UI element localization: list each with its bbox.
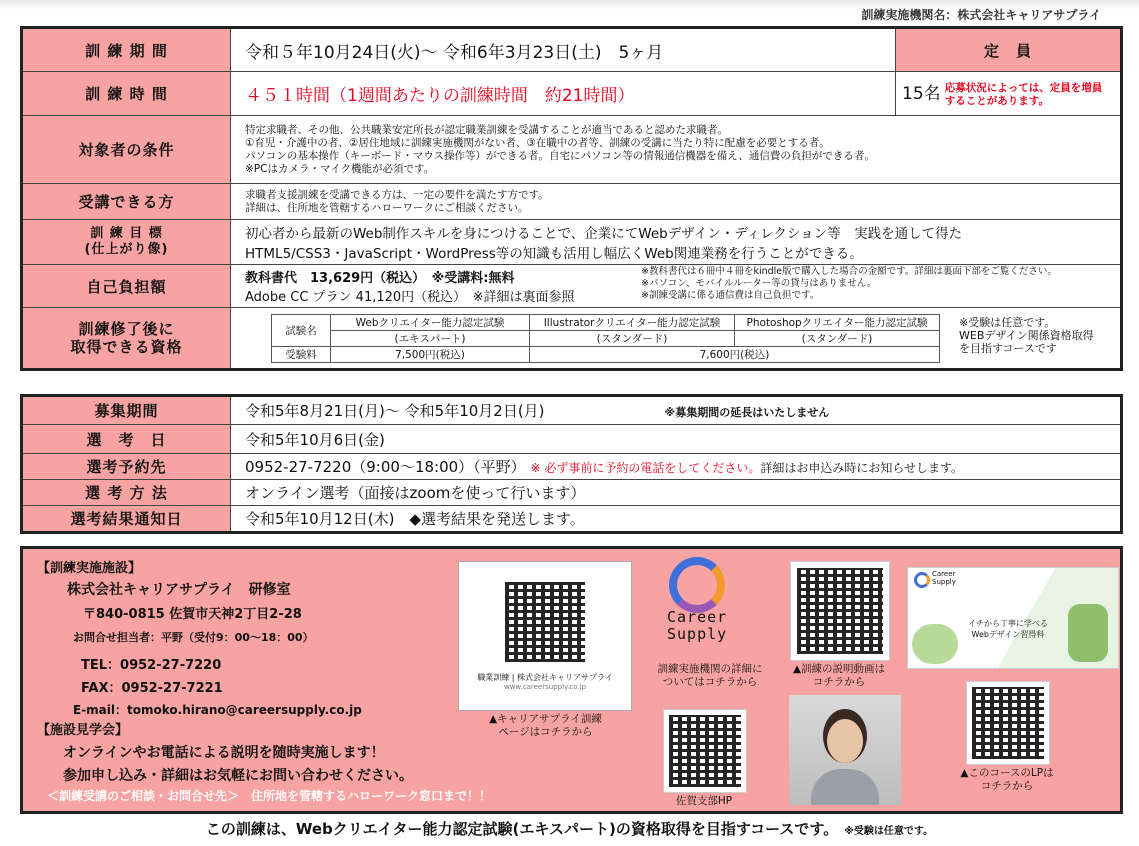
who-value: 求職者支援訓練を受講できる方は、一定の要件を満たす方です。 詳細は、住所地を管轄するハローワークにご相談ください。: [231, 184, 1122, 220]
career-supply-logo-icon: [669, 557, 725, 613]
goal-label: 訓 練 目 標 (仕上がり像): [22, 220, 231, 265]
goal-value: 初心者から最新のWeb制作スキルを身につけることで、企業にてWebデザイン・ディレクション等 実践を通して得た HTML5/CSS3・JavaScript・WordPress等の知識も活用し幅広くWeb関連業務を行うことができる。: [231, 220, 1122, 265]
lp-logo-icon: [914, 572, 930, 588]
qr-code-training-page[interactable]: 職業訓練 | 株式会社キャリアサプライ www.careersupply.co.jp: [458, 561, 632, 711]
cert-label: 訓練修了後に 取得できる資格: [22, 308, 231, 370]
capacity-value: 15名 応募状況によっては、定員を増員することがあります。: [896, 72, 1122, 116]
qr-code-saga-branch[interactable]: [663, 709, 747, 793]
eligibility-value: 特定求職者、その他、公共職業安定所長が認定職業訓練を受講することが適当であると認めた求職者。 ①育児・介護中の者、②居住地域に訓練実施機関がない者、③在職中の者等、訓練の受講に当たり特に配慮を必要とする者。 パソコンの基本操作（キーボード・マウス操作等）ができる者。自宅にパソコン等の情報通信機器を備え、通信費の負担ができる者。 ※PCはカメラ・マイク機能が必須です。: [231, 116, 1122, 184]
eligibility-label: 対象者の条件: [22, 116, 231, 184]
capacity-label: 定 員: [896, 28, 1122, 72]
period-value: 令和５年10月24日(火)～ 令和6年3月23日(土) 5ヶ月: [231, 28, 896, 72]
period-label: 訓 練 期 間: [22, 28, 231, 72]
hours-label: 訓 練 時 間: [22, 72, 231, 116]
lp-thumbnail[interactable]: Career Supply イチから丁寧に学べる Webデザイン習得科: [907, 567, 1119, 669]
footer-note: この訓練は、Webクリエイター能力認定試験(エキスパート)の資格取得を目指すコースです。 ※受験は任意です。: [205, 820, 934, 838]
cost-label: 自己負担額: [22, 265, 231, 308]
selection-table: 募集期間 令和5年8月21日(月)～ 令和5年10月2日(月) ※募集期間の延長はいたしません 選 考 日 令和5年10月6日(金) 選考予約先 0952-27-7220（9:00～18:00）（平野） ※ 必ず事前に予約の電話をしてください。詳細はお申込み時にお知らせします。 選 考 方 法 オンライン選考（面接はzoomを使って行います） 選考結果通知日 令和5年10月12日(木) ◆選考結果を発送します。: [20, 394, 1123, 534]
org-label: 訓練実施機関名：株式会社キャリアサプライ: [861, 8, 1101, 22]
qr-code-lp[interactable]: [966, 681, 1050, 765]
qr-code-video[interactable]: [790, 561, 890, 661]
course-table: [20, 26, 1123, 371]
cost-value: 教科書代 13,629円（税込） ※受講料:無料 Adobe CC プラン 41,120円（税込） ※詳細は裏面参照 ※教科書代は６冊中４冊をkindle版で購入した場合の金額です。詳細は裏面下部をご覧ください。 ※パソコン、モバイルルーター等の貸与はありません。 ※訓練受講に係る通信費は自己負担です。: [231, 265, 1122, 308]
instructor-photo: [789, 695, 901, 805]
plant-image: [912, 624, 958, 664]
facility-panel: 【訓練実施施設】 株式会社キャリアサプライ 研修室 〒840-0815 佐賀市天神2丁目2-28 お問合せ担当者：平野（受付9：00～18：00） TEL：0952-27-7220 FAX：0952-27-7221 E-mail：tomoko.hirano@careersupply.co.jp 【施設見学会】 オンラインやお電話による説明を随時実施します！ 参加申し込み・詳細はお気軽にお問い合わせください。 ＜訓練受講のご相談・お問合せ先＞ 住所地を管轄するハローワーク窓口まで！！ 職業訓練 | 株式会社キャリアサプライ www.careersupply.co.jp ▲キャリアサプライ訓練 ページはコチラから Career Supply 訓練実施機関の詳細に ついてはコチラから ▲訓練の説明動画は コチラから Career Supply イチから丁寧に学べる Webデザイン習得科 佐賀支部HP ▲このコースのLPは コチラから: [20, 546, 1123, 814]
hours-value: ４５１時間（1週間あたりの訓練時間 約21時間）: [231, 72, 896, 116]
plant-image: [1068, 604, 1108, 662]
who-label: 受講できる方: [22, 184, 231, 220]
cert-value: 試験名 Webクリエイター能力認定試験 Illustratorクリエイター能力認定試験 Photoshopクリエイター能力認定試験 (エキスパート) (スタンダード) (スタンダード) 受験料 7,500円(税込) 7,600円(税込) ※受験は任意です。 WEBデザイン関係資格取得 を目指すコースです: [231, 308, 1122, 370]
cert-table: 試験名 Webクリエイター能力認定試験 Illustratorクリエイター能力認定試験 Photoshopクリエイター能力認定試験 (エキスパート) (スタンダード) (スタンダード) 受験料 7,500円(税込) 7,600円(税込): [271, 314, 940, 363]
